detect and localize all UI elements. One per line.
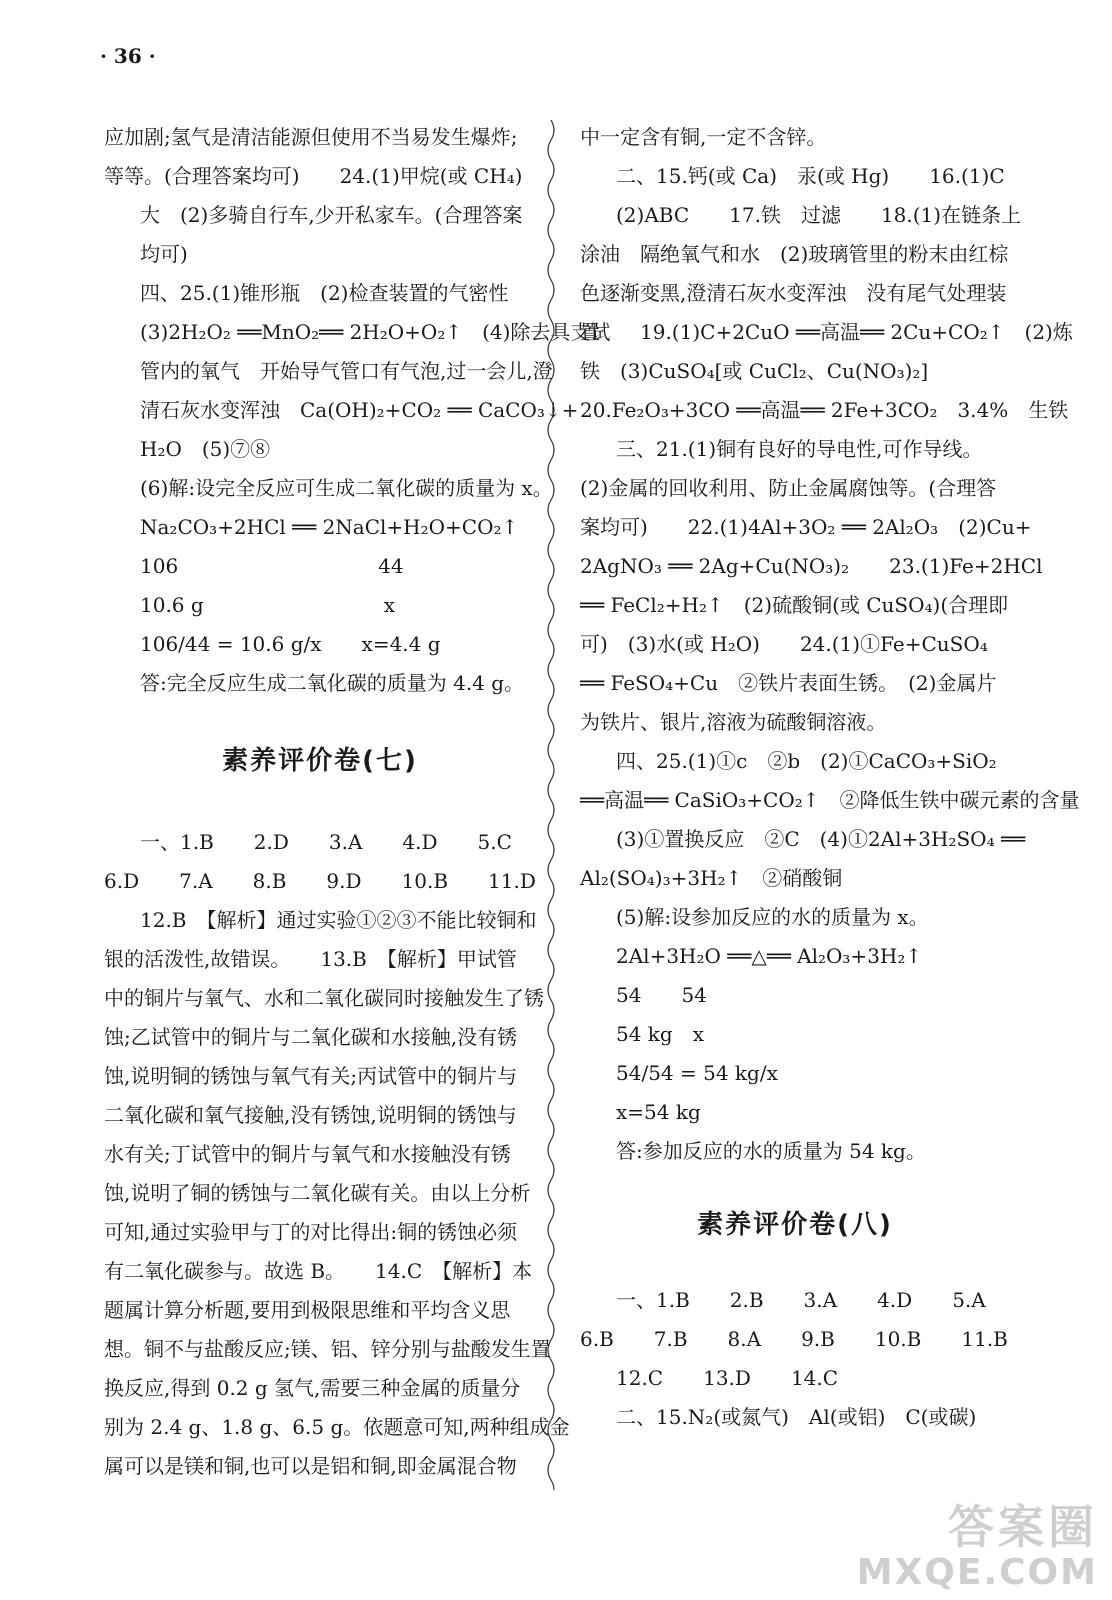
section-title-seven: 素养评价卷(七): [222, 746, 418, 776]
text-line: 一、1.B 2.D 3.A 4.D 5.C: [140, 830, 512, 854]
right-lines-after-title: [580, 1281, 1010, 1437]
text-line: 中一定含有铜,一定不含锌。: [580, 125, 827, 149]
text-line: 答:参加反应的水的质量为 54 kg。: [616, 1139, 926, 1163]
text-line: 二、15.钙(或 Ca) 汞(或 Hg) 16.(1)C: [616, 164, 1005, 188]
watermark-url: MXQE.COM: [856, 1552, 1098, 1593]
text-line: Na₂CO₃+2HCl ══ 2NaCl+H₂O+CO₂↑: [140, 515, 519, 539]
watermark-text: 答案圈: [948, 1500, 1098, 1554]
right-column: [580, 118, 1080, 1437]
text-line: 54 54: [616, 983, 707, 1007]
column-divider: [544, 120, 558, 1490]
text-line: 12.B 【解析】通过实验①②③不能比较铜和: [140, 908, 537, 932]
text-line: ══ FeSO₄+Cu ②铁片表面生锈。 (2)金属片: [580, 671, 997, 695]
text-line: (3)2H₂O₂ ══MnO₂══ 2H₂O+O₂↑ (4)除去具支试: [140, 320, 611, 344]
text-line: 答:完全反应生成二氧化碳的质量为 4.4 g。: [140, 671, 525, 695]
text-line: 管内的氧气 开始导气管口有气泡,过一会儿,澄: [140, 359, 553, 383]
text-line: H₂O (5)⑦⑧: [140, 437, 271, 461]
text-line: 清石灰水变浑浊 Ca(OH)₂+CO₂ ══ CaCO₃↓+: [140, 398, 579, 422]
text-line: 三、21.(1)铜有良好的导电性,可作导线。: [616, 437, 983, 461]
text-line: 蚀,说明了铜的锈蚀与二氧化碳有关。由以上分析: [104, 1181, 531, 1205]
text-line: (6)解:设完全反应可生成二氧化碳的质量为 x。: [140, 476, 553, 500]
text-line: 6.B 7.B 8.A 9.B 10.B 11.B: [580, 1327, 1008, 1351]
text-line: 可) (3)水(或 H₂O) 24.(1)①Fe+CuSO₄: [580, 632, 988, 656]
text-line: Al₂(SO₄)₃+3H₂↑ ②硝酸铜: [580, 866, 843, 890]
right-lines-before-title: [580, 118, 1080, 1171]
left-column: [104, 118, 611, 1486]
text-line: 10.6 g x: [140, 593, 395, 617]
text-line: 中的铜片与氧气、水和二氧化碳同时接触发生了锈: [104, 986, 544, 1010]
text-line: 案均可) 22.(1)4Al+3O₂ ══ 2Al₂O₃ (2)Cu+: [580, 515, 1032, 539]
text-line: ══高温══ CaSiO₃+CO₂↑ ②降低生铁中碳元素的含量: [580, 788, 1080, 812]
text-line: 等等。(合理答案均可) 24.(1)甲烷(或 CH₄): [104, 164, 523, 188]
text-line: 有二氧化碳参与。故选 B。 14.C 【解析】本: [104, 1259, 533, 1283]
text-line: 一、1.B 2.B 3.A 4.D 5.A: [616, 1288, 986, 1312]
text-line: 铁 (3)CuSO₄[或 CuCl₂、Cu(NO₃)₂]: [580, 359, 929, 383]
text-line: 54/54 = 54 kg/x: [616, 1061, 778, 1085]
text-line: (5)解:设参加反应的水的质量为 x。: [616, 905, 929, 929]
text-line: 银的活泼性,故错误。 13.B 【解析】甲试管: [104, 947, 517, 971]
text-line: (3)①置换反应 ②C (4)①2Al+3H₂SO₄ ══: [616, 827, 1026, 851]
text-line: 换反应,得到 0.2 g 氢气,需要三种金属的质量分: [104, 1376, 521, 1400]
watermark: [857, 1500, 1098, 1592]
text-line: 20.Fe₂O₃+3CO ══高温══ 2Fe+3CO₂ 3.4% 生铁: [580, 398, 1069, 422]
text-line: 水有关;丁试管中的铜片与氧气和水接触没有锈: [104, 1142, 511, 1166]
section-title-eight: 素养评价卷(八): [697, 1210, 893, 1240]
text-line: (2)金属的回收利用、防止金属腐蚀等。(合理答: [580, 476, 997, 500]
text-line: ══ FeCl₂+H₂↑ (2)硫酸铜(或 CuSO₄)(合理即: [580, 593, 1009, 617]
text-line: 蚀;乙试管中的铜片与二氧化碳和水接触,没有锈: [104, 1025, 518, 1049]
left-lines-before-title: [104, 118, 611, 703]
text-line: 2Al+3H₂O ══△══ Al₂O₃+3H₂↑: [616, 944, 923, 968]
text-line: 为铁片、银片,溶液为硫酸铜溶液。: [580, 710, 887, 734]
text-line: 色逐渐变黑,澄清石灰水变浑浊 没有尾气处理装: [580, 281, 1007, 305]
text-line: (2)ABC 17.铁 过滤 18.(1)在链条上: [616, 203, 1022, 227]
text-line: 大 (2)多骑自行车,少开私家车。(合理答案: [140, 203, 523, 227]
text-line: 106/44 = 10.6 g/x x=4.4 g: [140, 632, 441, 656]
text-line: 12.C 13.D 14.C: [616, 1366, 839, 1390]
text-line: 属可以是镁和铜,也可以是铝和铜,即金属混合物: [104, 1454, 517, 1478]
text-line: 想。铜不与盐酸反应;镁、铝、锌分别与盐酸发生置: [104, 1337, 551, 1361]
text-line: 可知,通过实验甲与丁的对比得出:铜的锈蚀必须: [104, 1220, 518, 1244]
text-line: 四、25.(1)①c ②b (2)①CaCO₃+SiO₂: [616, 749, 997, 773]
text-line: 别为 2.4 g、1.8 g、6.5 g。依题意可知,两种组成金: [104, 1415, 570, 1439]
text-line: 二、15.N₂(或氮气) Al(或铝) C(或碳): [616, 1405, 977, 1429]
text-line: 题属计算分析题,要用到极限思维和平均含义思: [104, 1298, 511, 1322]
left-lines-after-title: [104, 823, 570, 1486]
text-line: 106 44: [140, 554, 404, 578]
text-line: 均可): [140, 242, 188, 266]
text-line: 54 kg x: [616, 1022, 705, 1046]
text-line: 二氧化碳和氧气接触,没有锈蚀,说明铜的锈蚀与: [104, 1103, 517, 1127]
text-line: 应加剧;氢气是清洁能源但使用不当易发生爆炸;: [104, 125, 518, 149]
text-line: 蚀,说明铜的锈蚀与氧气有关;丙试管中的铜片与: [104, 1064, 518, 1088]
text-line: 6.D 7.A 8.B 9.D 10.B 11.D: [104, 869, 536, 893]
text-line: 2AgNO₃ ══ 2Ag+Cu(NO₃)₂ 23.(1)Fe+2HCl: [580, 554, 1043, 578]
text-line: 涂油 隔绝氧气和水 (2)玻璃管里的粉末由红棕: [580, 242, 1009, 266]
text-line: x=54 kg: [616, 1100, 701, 1124]
page-number: · 36 ·: [100, 44, 156, 68]
text-line: 四、25.(1)锥形瓶 (2)检查装置的气密性: [140, 281, 509, 305]
text-line: 置 19.(1)C+2CuO ══高温══ 2Cu+CO₂↑ (2)炼: [580, 320, 1073, 344]
